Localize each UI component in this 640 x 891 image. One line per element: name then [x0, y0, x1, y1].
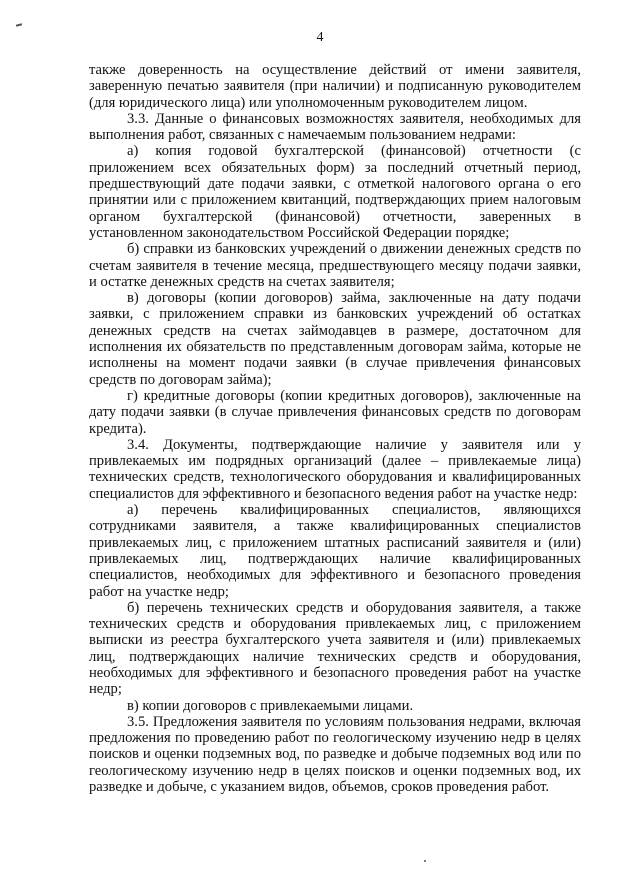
paragraph-3-3-b: б) справки из банковских учреждений о движении денежных средств по счетам заявителя в течение месяца, предшествующего месяцу подачи заявки, и остатке денежных средств на счетах заявителя;	[89, 241, 581, 290]
paragraph-3-4: 3.4. Документы, подтверждающие наличие у заявителя или у привлекаемых им подрядных организаций (далее – привлекаемые лица) технических средств, технологического оборудования и квалифицированных специалистов для эффективного и безопасного ведения работ на участке недр:	[89, 436, 581, 502]
paragraph-3-3: 3.3. Данные о финансовых возможностях заявителя, необходимых для выполнения работ, связанных с намечаемым пользованием недрами:	[89, 110, 581, 144]
paragraph-3-4-b: б) перечень технических средств и оборудования заявителя, а также технических средств и оборудования привлекаемых лиц, с приложением выписки из реестра бухгалтерского учета заявителя и (или) привлекаемых лиц, подтверждающих наличие технических средств и оборудования, необходимых для эффективного и безопасного проведения работ на участке недр;	[89, 599, 581, 698]
paragraph-3-5: 3.5. Предложения заявителя по условиям пользования недрами, включая предложения по проведению работ по геологическому изучению недр в целях поисков и оценки подземных вод, по разведке и добыче подземных вод или по геологическому изучению недр в целях поисков и оценки подземных вод, их разведке и добыче, с указанием видов, объемов, сроков проведения работ.	[89, 713, 581, 796]
scan-artifact-dot	[424, 860, 426, 862]
paragraph-3-3-a: а) копия годовой бухгалтерской (финансовой) отчетности (с приложением всех обязательных форм) за последний отчетный период, предшествующий дате подачи заявки, с отметкой налогового органа о его принятии или с приложением квитанций, подтверждающих прием налоговым органом бухгалтерской (финансовой) отчетности, заверенных в установленном законодательством Российской Федерации порядке;	[89, 143, 581, 241]
paragraph-continuation: также доверенность на осуществление действий от имени заявителя, заверенную печатью заявителя (при наличии) и подписанную руководителем (для юридического лица) или уполномоченным руководителем лицом.	[89, 62, 581, 111]
paragraph-3-4-v: в) копии договоров с привлекаемыми лицами.	[127, 697, 414, 714]
document-body	[89, 62, 581, 795]
paragraph-3-3-g: г) кредитные договоры (копии кредитных договоров), заключенные на дату подачи заявки (в случае привлечения финансовых средств по договорам кредита).	[89, 387, 581, 437]
scan-artifact-mark	[16, 23, 22, 26]
page-number: 4	[316, 30, 324, 45]
paragraph-3-3-v: в) договоры (копии договоров) займа, заключенные на дату подачи заявки, с приложением справки из банковских учреждений об остатках денежных средств на счетах займодавцев в размере, достаточном для исполнения их обязательств по представленным договорам займа, которые не исполнены на момент подачи заявки (в случае привлечения финансовых средств по договорам займа);	[89, 290, 581, 388]
paragraph-3-4-a: а) перечень квалифицированных специалистов, являющихся сотрудниками заявителя, а также квалифицированных специалистов привлекаемых лиц, с приложением штатных расписаний заявителя и (или) привлекаемых лиц, подтверждающих наличие квалифицированных специалистов, необходимых для эффективного и безопасного проведения работ на участке недр;	[89, 502, 581, 600]
